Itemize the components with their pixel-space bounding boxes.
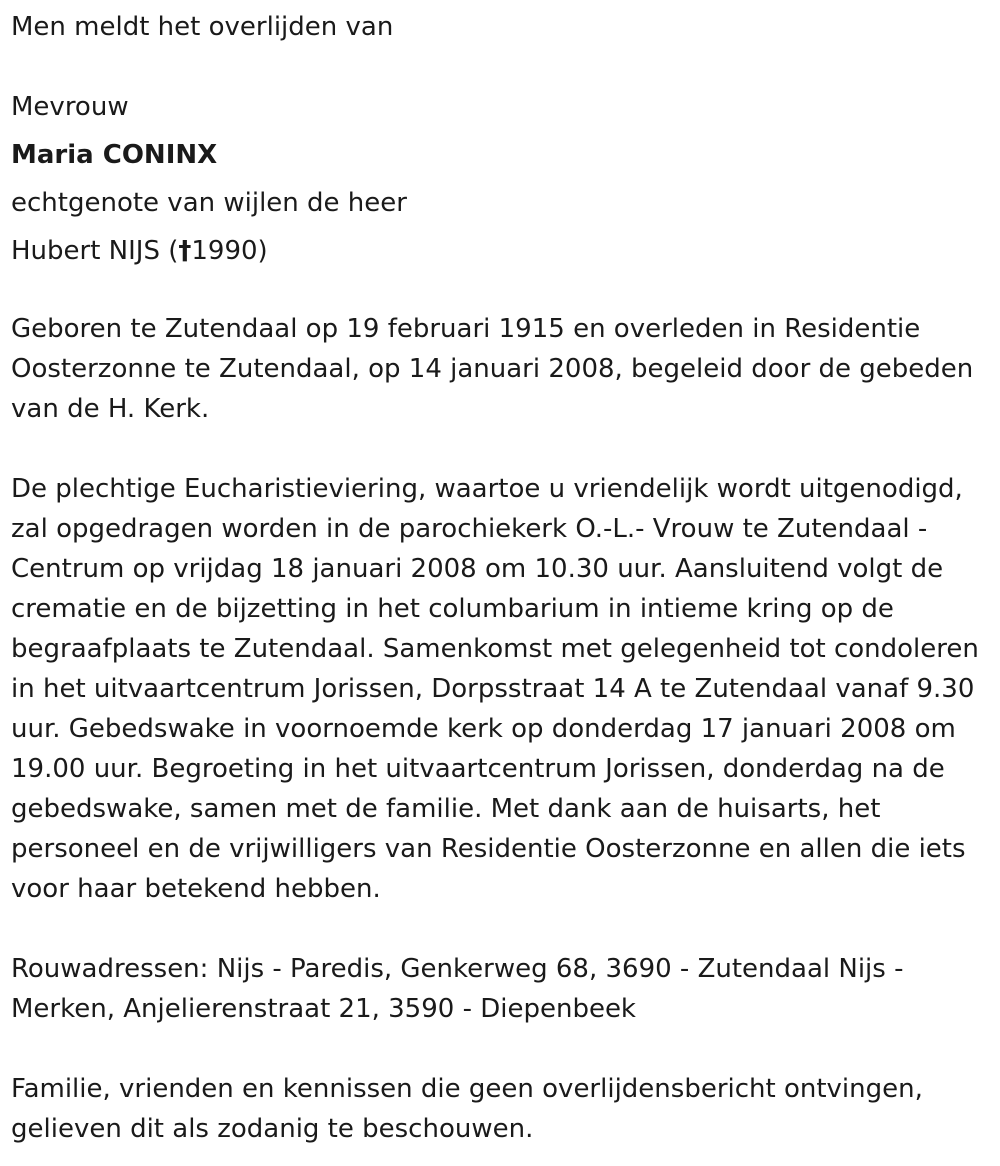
salutation: Mevrouw bbox=[11, 92, 129, 122]
ceremony-paragraph: De plechtige Eucharistieviering, waartoe u vriendelijk wordt uitgenodigd, zal opgedragen worden in de parochiekerk O.-L.- Vrouw te Zutendaal - Centrum op vrijdag 18 januari 2008 om 10.30 uur. Aansluitend volgt de crematie en de bijzetting in het columbarium in intieme kring op de begraafplaats te Zutendaal. Samenkomst met gelegenheid tot condoleren in het uitvaartcentrum Jorissen, Dorpsstraat 14 A te Zutendaal vanaf 9.30 uur. Gebedswake in voornoemde kerk op donderdag 17 januari 2008 om 19.00 uur. Begroeting in het uitvaartcentrum Jorissen, donderdag na de gebedswake, samen met de familie. Met dank aan de huisarts, het personeel en de vrijwilligers van Residentie Oosterzonne en allen die iets voor haar betekend hebben. bbox=[11, 474, 979, 904]
addresses-paragraph: Rouwadressen: Nijs - Paredis, Genkerweg 68, 3690 - Zutendaal Nijs - Merken, Anjelierenstraat 21, 3590 - Diepenbeek bbox=[11, 954, 904, 1024]
cross-icon: † bbox=[178, 236, 192, 266]
relation-text: echtgenote van wijlen de heer bbox=[11, 188, 407, 218]
deceased-name: Maria CONINX bbox=[11, 140, 218, 170]
intro-text: Men meldt het overlijden van bbox=[11, 12, 394, 42]
spouse-death-year: 1990) bbox=[191, 236, 268, 266]
spouse-name: Hubert NIJS ( bbox=[11, 236, 179, 266]
spouse-line bbox=[11, 238, 268, 264]
birth-death-paragraph: Geboren te Zutendaal op 19 februari 1915 en overleden in Residentie Oosterzonne te Zutendaal, op 14 januari 2008, begeleid door de gebeden van de H. Kerk. bbox=[11, 314, 974, 424]
closing-paragraph: Familie, vrienden en kennissen die geen overlijdensbericht ontvingen, gelieven dit als zodanig te beschouwen. bbox=[11, 1074, 923, 1144]
